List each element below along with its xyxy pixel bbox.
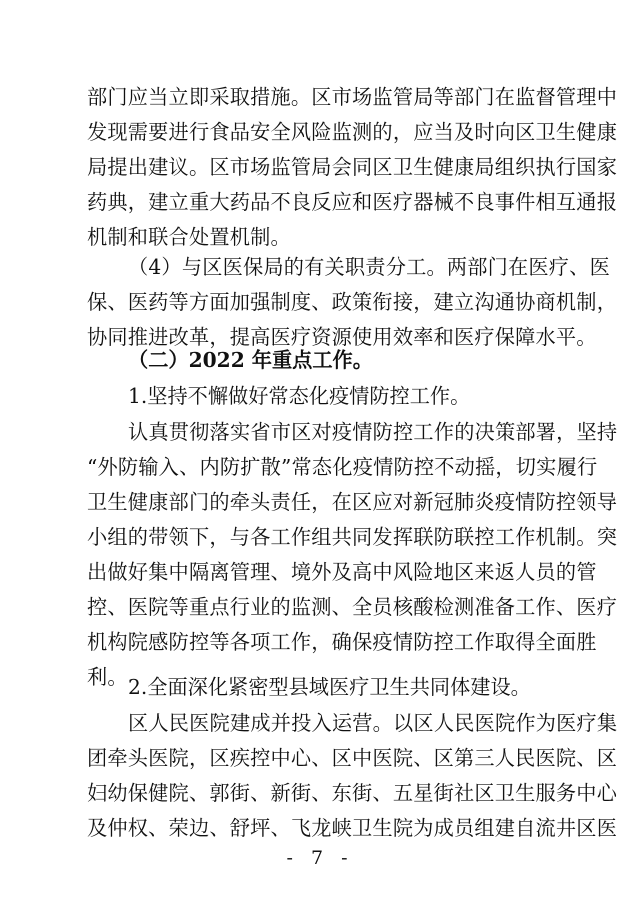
text-line: （4）与区医保局的有关职责分工。两部门在医疗、医	[128, 255, 610, 279]
text-line: 及仲权、荣边、舒坪、飞龙峡卫生院为成员组建自流井区医	[87, 816, 618, 840]
paragraph-medical-insurance-division	[87, 250, 618, 355]
paragraph-medical-community	[87, 706, 618, 846]
text-line: 药典，建立重大药品不良反应和医疗器械不良事件相互通报	[87, 190, 618, 214]
text-line: 保、医药等方面加强制度、政策衔接，建立沟通协商机制，	[87, 290, 618, 314]
text-line: 控、医院等重点行业的监测、全员核酸检测准备工作、医疗	[87, 595, 618, 619]
text-line: 发现需要进行食品安全风险监测的，应当及时向区卫生健康	[87, 120, 618, 144]
page-number: - 7 -	[286, 847, 354, 869]
text-line: 利。	[87, 665, 128, 689]
text-line: 区人民医院建成并投入运营。以区人民医院作为医疗集	[128, 711, 618, 735]
subsection-heading-text: 2.全面深化紧密型县域医疗卫生共同体建设。	[128, 675, 531, 699]
text-line: 卫生健康部门的牵头责任，在区应对新冠肺炎疫情防控领导	[87, 490, 618, 514]
text-line: 出做好集中隔离管理、境外及高中风险地区来返人员的管	[87, 560, 597, 584]
paragraph-epidemic-control	[87, 415, 618, 695]
section-heading: （二）2022 年重点工作。	[128, 348, 373, 372]
subsection-heading	[128, 670, 548, 705]
text-line: 机制和联合处置机制。	[87, 225, 291, 249]
text-line: 部门应当立即采取措施。区市场监管局等部门在监督管理中	[87, 85, 618, 109]
text-line: 团牵头医院，区疾控中心、区中医院、区第三人民医院、区	[87, 746, 618, 770]
text-line: 局提出建议。区市场监管局会同区卫生健康局组织执行国家	[87, 155, 618, 179]
text-line: “外防输入、内防扩散”常态化疫情防控不动摇，切实履行	[87, 455, 598, 479]
text-line: 小组的带领下，与各工作组共同发挥联防联控工作机制。突	[87, 525, 618, 549]
subsection-heading-text: 1.坚持不懈做好常态化疫情防控工作。	[128, 384, 471, 408]
text-line: 机构院感防控等各项工作，确保疫情防控工作取得全面胜	[87, 630, 597, 654]
paragraph-continuation	[87, 80, 618, 255]
text-line: 认真贯彻落实省市区对疫情防控工作的决策部署，坚持	[128, 420, 618, 444]
text-line: 协同推进改革，提高医疗资源使用效率和医疗保障水平。	[87, 325, 597, 349]
subsection-heading	[128, 379, 548, 414]
text-line: 妇幼保健院、郭街、新街、东街、五星街社区卫生服务中心	[87, 781, 618, 805]
